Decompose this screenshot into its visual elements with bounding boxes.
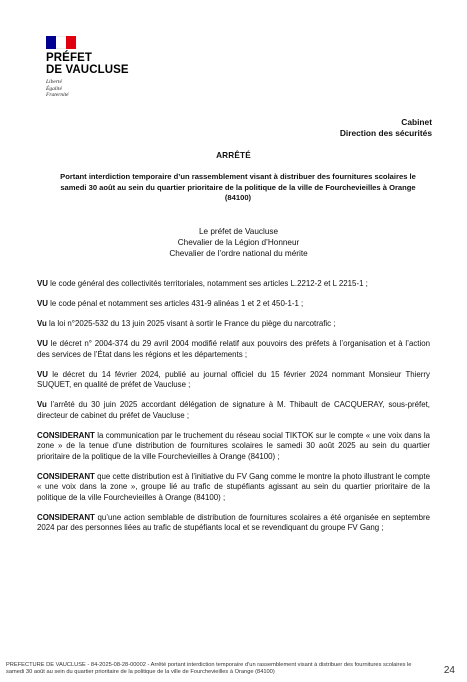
visa-paragraph (37, 400, 430, 421)
paragraph-text: la loi n°2025-532 du 13 juin 2025 visant à sortir le France du piège du narcotrafic ; (46, 319, 336, 328)
paragraph-text: la communication par le truchement du réseau social TIKTOK sur le compte « une voix dans la zone » de la tenue d’une distribution de fournitures scolaires le samedi 30 août 2025 au sein du quartier prioritaire de la politique de la ville Fourchevieilles à Orange (84100) ; (37, 430, 430, 461)
paragraph-keyword: CONSIDERANT (37, 430, 95, 440)
motto-liberte: Liberté (46, 79, 62, 85)
paragraph-keyword: VU (37, 279, 48, 288)
motto-fraternite: Fraternité (46, 92, 69, 98)
paragraph-keyword: VU (37, 339, 48, 348)
republic-motto (46, 79, 136, 99)
visa-paragraph (37, 339, 430, 360)
considerant-paragraph (37, 513, 430, 534)
authority-line-3: Chevalier de l’ordre national du mérite (169, 248, 308, 258)
considerant-paragraph (37, 472, 430, 504)
logo-line-1: PRÉFET (46, 52, 92, 64)
visa-paragraph (37, 299, 430, 310)
service-direction: Direction des sécurités (339, 128, 432, 138)
issuing-authority (0, 227, 467, 259)
document-subject: Portant interdiction temporaire d’un rassemblement visant à distribuer des fournitures scolaires le samedi 30 août au sein du quartier prioritaire de la politique de la ville de Fourchevieilles à Orange (84100) (60, 172, 416, 202)
authority-line-2: Chevalier de la Légion d’Honneur (177, 237, 300, 247)
paragraph-text: qu’une action semblable de distribution de fournitures scolaires a été organisée en septembre 2024 par des personnes liées au trafic de stupéfiants local et se revendiquant du groupe FV Gang ; (37, 512, 430, 532)
visa-paragraph (37, 370, 430, 391)
prefecture-logo (46, 36, 136, 99)
page-number: 24 (443, 665, 455, 676)
paragraph-text: le code général des collectivités territoriales, notamment ses articles L.2212-2 et L 2215-1 ; (47, 279, 368, 288)
authority-line-1: Le préfet de Vaucluse (198, 227, 279, 236)
visa-paragraph (37, 279, 430, 290)
paragraph-text: que cette distribution est à l’initiative du FV Gang comme le montre la photo illustrant le compte « une voix dans la zone », groupe lié au trafic de stupéfiants agissant au sein du quartier prioritaire de la politique de la ville Fourchevieilles à Orange (84100) ; (37, 471, 430, 502)
motto-egalite: Égalité (46, 85, 62, 92)
paragraph-keyword: VU (37, 299, 48, 308)
french-flag-icon (46, 36, 76, 49)
considerant-paragraph (37, 431, 430, 463)
visa-paragraph (37, 319, 430, 330)
paragraph-text: le décret n° 2004-374 du 29 avril 2004 modifié relatif aux pouvoirs des préfets à l’organisation et à l’action des services de l’État dans les régions et les départements ; (37, 339, 430, 359)
paragraph-text: le code pénal et notamment ses articles 431-9 alinéas 1 et 2 et 450-1-1 ; (47, 299, 304, 308)
paragraph-keyword: VU (37, 369, 48, 379)
paragraph-text: l’arrêté du 30 juin 2025 accordant délégation de signature à M. Thibault de CACQUERAY, sous-préfet, directeur de cabinet du préfet de Vaucluse ; (37, 400, 430, 420)
logo-title (46, 52, 136, 76)
paragraph-keyword: CONSIDERANT (37, 471, 95, 481)
document-body (37, 279, 430, 543)
logo-line-2: DE VAUCLUSE (46, 64, 129, 76)
document-title: ARRÊTÉ (216, 151, 251, 160)
service-cabinet: Cabinet (401, 117, 432, 127)
paragraph-text: le décret du 14 février 2024, publié au journal officiel du 15 février 2024 nommant Monsieur Thierry SUQUET, en qualité de préfet de Vaucluse ; (37, 369, 430, 389)
paragraph-keyword: CONSIDERANT (37, 512, 95, 522)
paragraph-keyword: Vu (37, 319, 47, 328)
paragraph-keyword: Vu (37, 400, 47, 409)
footer-reference: PREFECTURE DE VAUCLUSE - 84-2025-08-28-00002 - Arrêté portant interdiction temporaire d’un rassemblement visant à distribuer des fournitures scolaires le samedi 30 août au sein du quartier prioritaire de la politique de la ville de Fourchevieilles à Orange (84100) (6, 662, 412, 675)
issuing-service (340, 117, 432, 139)
